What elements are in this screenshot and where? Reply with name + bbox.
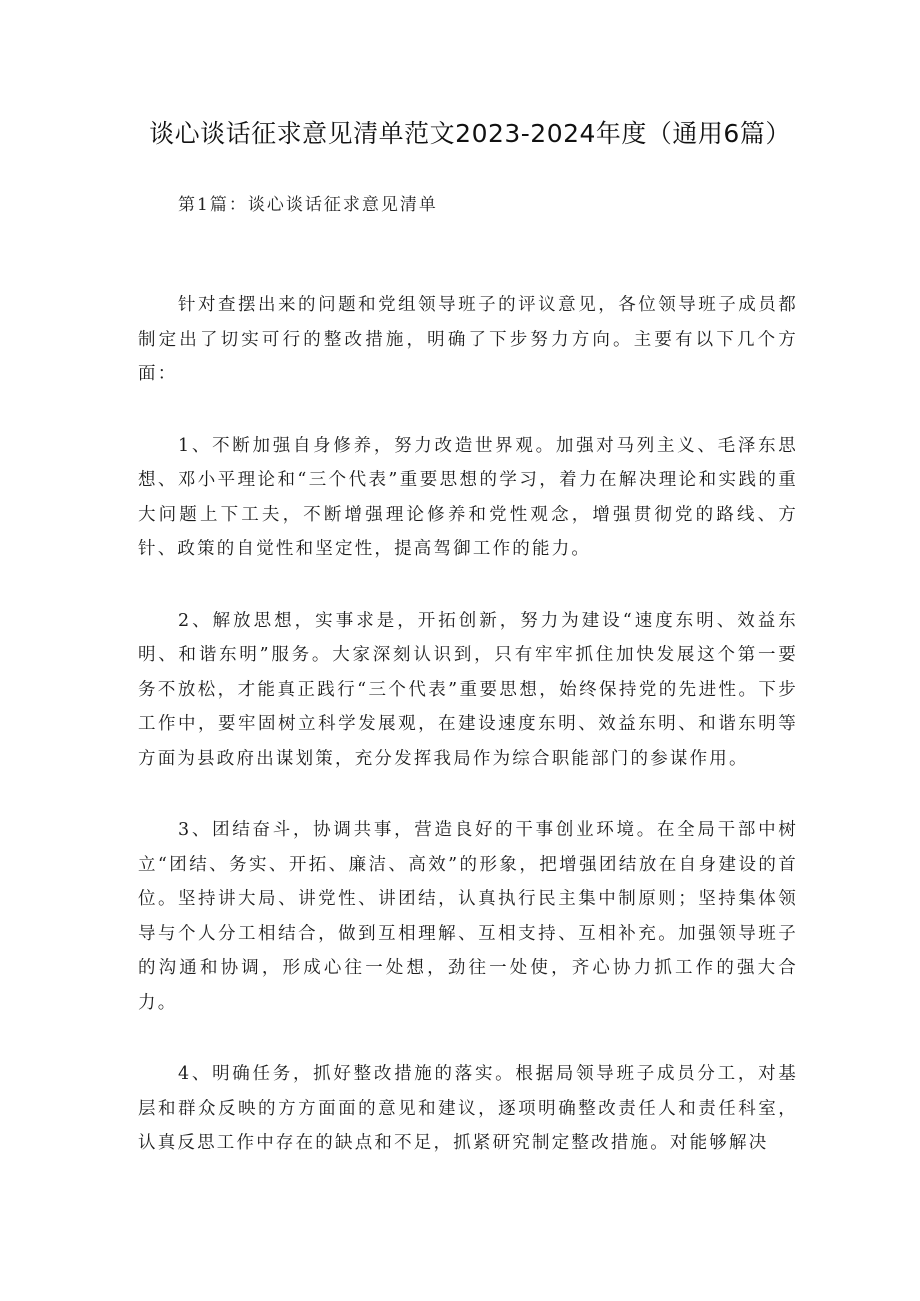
- paragraph-1: 1、不断加强自身修养，努力改造世界观。加强对马列主义、毛泽东思想、邓小平理论和“三个代表”重要思想的学习，着力在解决理论和实践的重大问题上下工夫，不断增强理论修养和党性观念，增强贯彻党的路线、方针、政策的自觉性和坚定性，提高驾御工作的能力。: [138, 435, 798, 559]
- paragraph-3: 3、团结奋斗，协调共事，营造良好的干事创业环境。在全局干部中树立“团结、务实、开拓、廉洁、高效”的形象，把增强团结放在自身建设的首位。坚持讲大局、讲党性、讲团结，认真执行民主集中制原则；坚持集体领导与个人分工相结合，做到互相理解、互相支持、互相补充。加强领导班子的沟通和协调，形成心往一处想，劲往一处使，齐心协力抓工作的强大合力。: [138, 820, 798, 1013]
- section-heading: 第1篇：谈心谈话征求意见清单: [178, 195, 438, 215]
- document-title: 谈心谈话征求意见清单范文2023-2024年度（通用6篇）: [149, 119, 791, 148]
- paragraph-2: 2、解放思想，实事求是，开拓创新，努力为建设“速度东明、效益东明、和谐东明”服务。大家深刻认识到，只有牢牢抓住加快发展这个第一要务不放松，才能真正践行“三个代表”重要思想，始终保持党的先进性。下步工作中，要牢固树立科学发展观，在建设速度东明、效益东明、和谐东明等方面为县政府出谋划策，充分发挥我局作为综合职能部门的参谋作用。: [138, 610, 798, 769]
- paragraph-intro: 针对查摆出来的问题和党组领导班子的评议意见，各位领导班子成员都制定出了切实可行的整改措施，明确了下步努力方向。主要有以下几个方面：: [138, 295, 798, 384]
- paragraph-4: 4、明确任务，抓好整改措施的落实。根据局领导班子成员分工，对基层和群众反映的方方面面的意见和建议，逐项明确整改责任人和责任科室，认真反思工作中存在的缺点和不足，抓紧研究制定整改措施。对能够解决: [138, 1064, 798, 1153]
- document-body: [138, 288, 798, 1198]
